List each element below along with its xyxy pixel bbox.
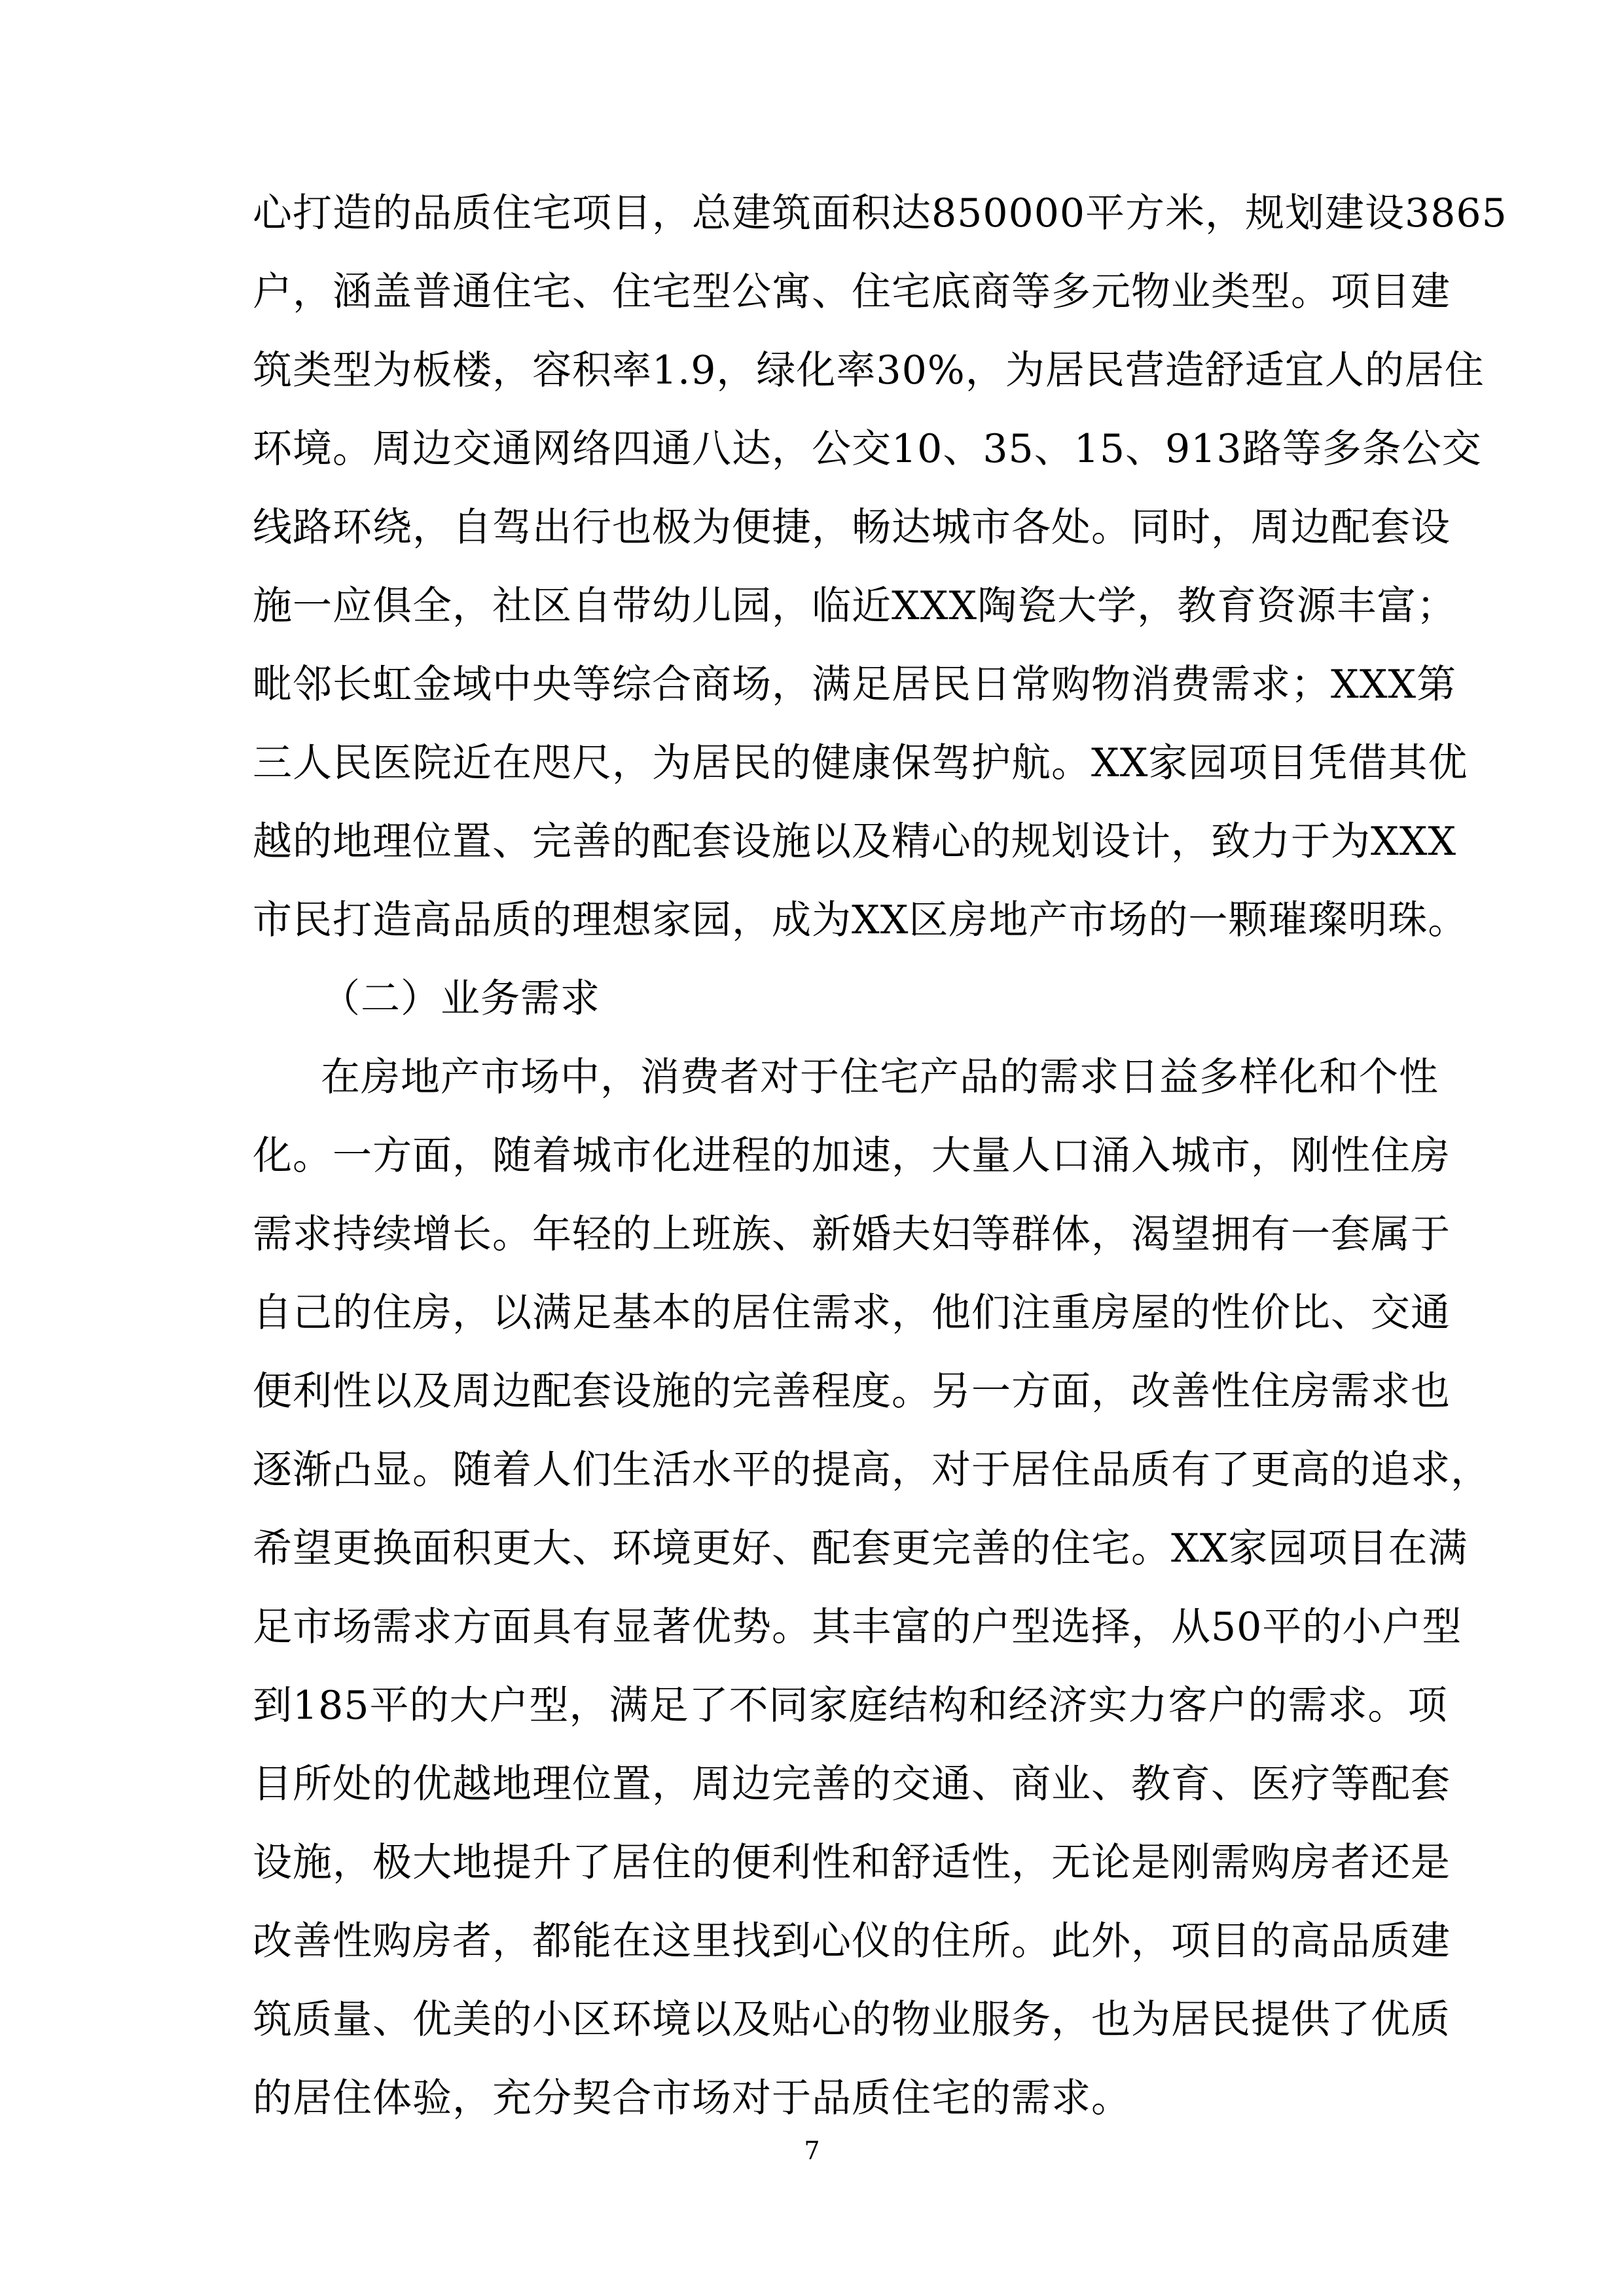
text-line: 越的地理位置、完善的配套设施以及精心的规划设计，致力于为XXX	[253, 819, 1457, 865]
text-line: 毗邻长虹金域中央等综合商场，满足居民日常购物消费需求；XXX第	[253, 662, 1457, 708]
text-line: 自己的住房，以满足基本的居住需求，他们注重房屋的性价比、交通	[253, 1290, 1451, 1336]
text-line: 三人民医院近在咫尺，为居民的健康保驾护航。XX家园项目凭借其优	[253, 740, 1468, 786]
text-line: 到185平的大户型，满足了不同家庭结构和经济实力客户的需求。项	[253, 1683, 1448, 1729]
text-line: 逐渐凸显。随着人们生活水平的提高，对于居住品质有了更高的追求，	[253, 1447, 1490, 1493]
text-line: 便利性以及周边配套设施的完善程度。另一方面，改善性住房需求也	[253, 1369, 1451, 1414]
text-line: 改善性购房者，都能在这里找到心仪的住所。此外，项目的高品质建	[253, 1918, 1451, 1964]
text-line: 环境。周边交通网络四通八达，公交10、35、15、913路等多条公交	[253, 426, 1482, 472]
text-line: 户，涵盖普通住宅、住宅型公寓、住宅底商等多元物业类型。项目建	[253, 269, 1451, 315]
paragraph-first-line: 在房地产市场中，消费者对于住宅产品的需求日益多样化和个性	[321, 1054, 1439, 1100]
text-line: 设施，极大地提升了居住的便利性和舒适性，无论是刚需购房者还是	[253, 1840, 1451, 1886]
text-line: 线路环绕，自驾出行也极为便捷，畅达城市各处。同时，周边配套设	[253, 505, 1451, 550]
page-number: 7	[804, 2136, 820, 2165]
text-line: 目所处的优越地理位置，周边完善的交通、商业、教育、医疗等配套	[253, 1761, 1451, 1807]
text-line: 施一应俱全，社区自带幼儿园，临近XXX陶瓷大学，教育资源丰富；	[253, 583, 1457, 629]
text-line: 筑类型为板楼，容积率1.9，绿化率30%，为居民营造舒适宜人的居住	[253, 348, 1485, 393]
text-line: 足市场需求方面具有显著优势。其丰富的户型选择，从50平的小户型	[253, 1604, 1462, 1650]
text-line: 希望更换面积更大、环境更好、配套更完善的住宅。XX家园项目在满	[253, 1526, 1468, 1571]
text-line: 心打造的品质住宅项目，总建筑面积达850000平方米，规划建设3865	[253, 190, 1507, 236]
text-line: 筑质量、优美的小区环境以及贴心的物业服务，也为居民提供了优质	[253, 1997, 1451, 2043]
text-line: 化。一方面，随着城市化进程的加速，大量人口涌入城市，刚性住房	[253, 1133, 1451, 1179]
text-line: 市民打造高品质的理想家园，成为XX区房地产市场的一颗璀璨明珠。	[253, 897, 1468, 943]
text-line-last: 的居住体验，充分契合市场对于品质住宅的需求。	[253, 2075, 1131, 2121]
section-heading: （二）业务需求	[321, 976, 600, 1022]
text-line: 需求持续增长。年轻的上班族、新婚夫妇等群体，渴望拥有一套属于	[253, 1211, 1451, 1257]
